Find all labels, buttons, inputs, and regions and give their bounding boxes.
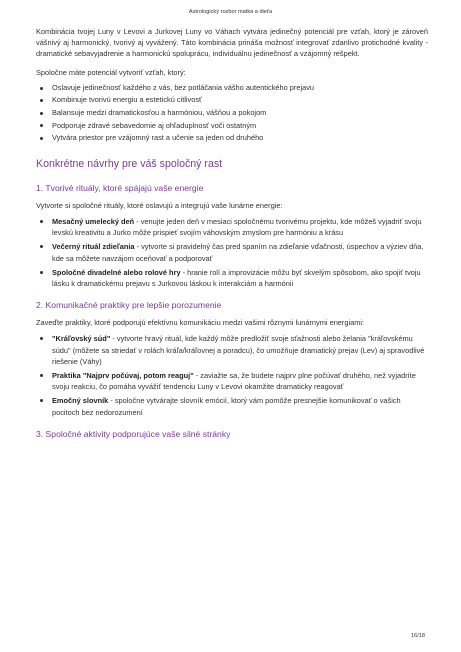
bullet-icon [40, 220, 43, 223]
page-number: 16/18 [411, 633, 425, 639]
bullet-icon [40, 374, 43, 377]
list-item: Balansuje medzi dramatickosťou a harmóniou, vášňou a pokojom [36, 107, 428, 120]
list-item: Vytvára priestor pre vzájomný rast a učenie sa jeden od druhého [36, 132, 428, 145]
list-item [36, 267, 428, 289]
list-item [36, 216, 428, 238]
bullet-icon [40, 87, 43, 90]
bullet-icon [40, 337, 43, 340]
item-text: - venujte jeden deň v mesiaci spoločnému tvorivému projektu, kde môžeš vyjadriť svoju levskú kreativitu a Jurko môže prispieť svojím váhovským zmyslom pre harmóniu a krásu [52, 216, 422, 238]
item-text: - zaviažte sa, že budete najprv plne počúvať druhého, než vyjadríte svoju reakciu, čo pomáha vyvážiť tendenciu Luny v Levovi okamžite dramaticky reagovať [52, 371, 416, 392]
item-text: - spoločne vytvárajte slovník emócií, ktorý vám pomôže presnejšie komunikovať o vašich pocitoch bez nedorozumení [52, 396, 401, 417]
subsection-heading-3: 3. Spoločné aktivity podporujúce vaše silné stránky [36, 428, 231, 439]
bullet-icon [40, 271, 43, 274]
subsection-heading-1: 1. Tvorivé rituály, ktoré spájajú vaše energie [36, 182, 204, 193]
list-item: Kombinuje tvorivú energiu a estetickú citlivosť [36, 94, 428, 107]
bullet-icon [40, 99, 43, 102]
section-heading: Konkrétne návrhy pre váš spoločný rast [36, 157, 223, 170]
intro-paragraph: Kombinácia tvojej Luny v Levovi a Jurkovej Luny vo Váhach vytvára jedinečný potenciál pre vzťah, ktorý je zároveň vášnivý aj harmonický, tvorivý aj vyvážený. Táto kombinácia prináša možnosť integrovať zdanlivo protichodné kvality - dramatické sebavyjadrenie a harmonickú spoluprácu, individuálnu jedinečnosť a vzájomný rešpekt. [36, 27, 428, 59]
list-item [36, 395, 428, 417]
bullet-icon [40, 124, 43, 127]
potential-list [36, 82, 428, 145]
subsection-1-list [36, 216, 428, 289]
subsection-1-intro: Vytvorte si spoločné rituály, ktoré oslavujú a integrujú vaše lunárne energie: [36, 200, 283, 210]
list-item [36, 370, 428, 392]
item-text: - vytvorte hravý rituál, kde každý môže predložiť svoje sťažnosti alebo želania "kráľovskému súdu" (môžete sa striedať v rolách kráľa/kráľovnej a poradcu), čo umožňuje dramatický prejav (Lev) aj spravodlivé riešenie (Váhy) [52, 334, 425, 366]
item-title: Emočný slovník [52, 396, 109, 406]
potential-intro: Spoločne máte potenciál vytvoriť vzťah, ktorý: [36, 67, 186, 77]
item-title: Večerný rituál zdieľania [52, 242, 135, 252]
item-text: - hranie rolí a improvizácie môžu byť skvelým spôsobom, ako spojiť tvoju lásku k dramatickému prejavu s Jurkovou láskou k interakciám a harmónii [52, 267, 421, 288]
subsection-2-list [36, 333, 428, 417]
bullet-icon [40, 112, 43, 115]
page-content [36, 26, 428, 446]
list-item [36, 241, 428, 263]
bullet-icon [40, 245, 43, 248]
subsection-heading-2: 2. Komunikačné praktiky pre lepšie porozumenie [36, 300, 222, 311]
list-item [36, 333, 428, 367]
item-title: Spoločné divadelné alebo rolové hry [52, 267, 181, 277]
list-item: Podporuje zdravé sebavedomie aj ohľaduplnosť voči ostatným [36, 120, 428, 133]
bullet-icon [40, 137, 43, 140]
item-title: "Kráľovský súd" [52, 334, 111, 344]
subsection-2-intro: Zaveďte praktiky, ktoré podporujú efektívnu komunikáciu medzi vašimi rôznymi lunárnymi energiami: [36, 318, 365, 328]
list-item: Oslavuje jedinečnosť každého z vás, bez potláčania vášho autentického prejavu [36, 82, 428, 95]
item-text: - vytvorte si pravidelný čas pred spaním na zdieľanie vďačnosti, úspechov a výziev dňa, kde sa môžete navzájom oceňovať a podporovať [52, 242, 424, 263]
item-title: Praktika "Najprv počúvaj, potom reaguj" [52, 371, 194, 381]
item-title: Mesačný umelecký deň [52, 216, 135, 226]
bullet-icon [40, 399, 43, 402]
page-header: Astrologický rozbor matka a dieťa [188, 9, 273, 15]
